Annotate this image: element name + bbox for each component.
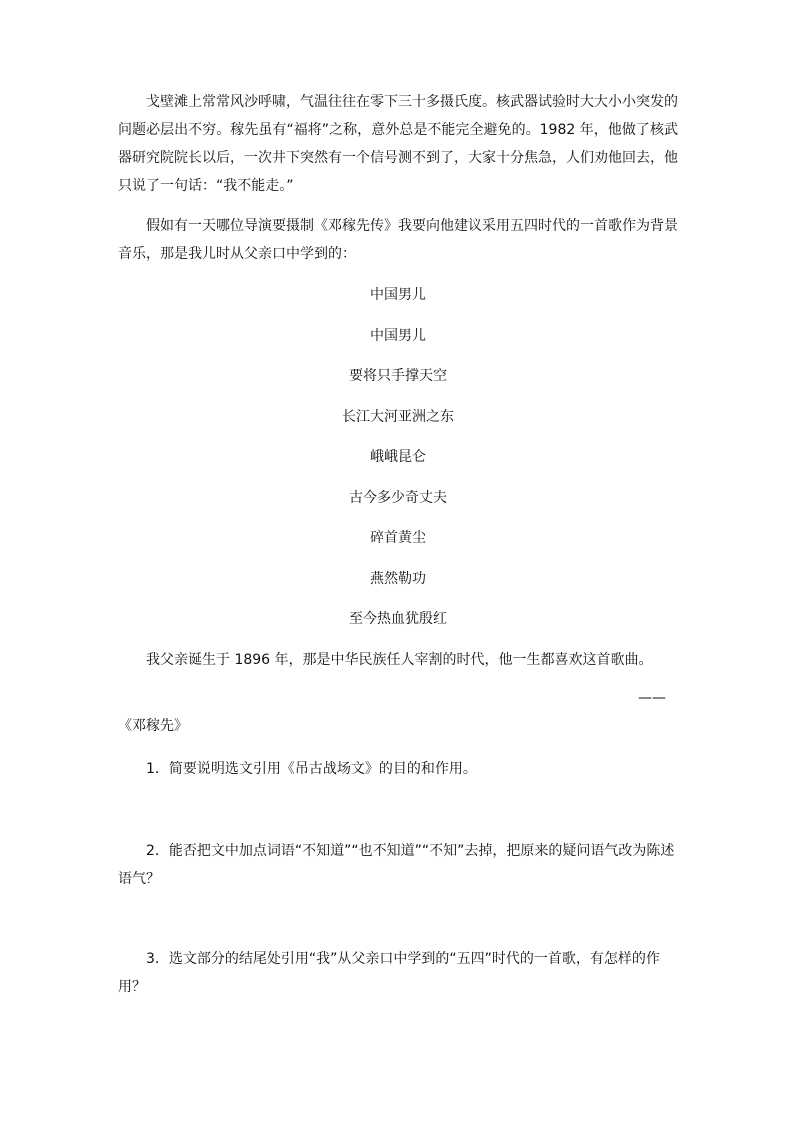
song-line: 要将只手撑天空 — [349, 368, 447, 384]
song-line: 碎首黄尘 — [370, 530, 426, 546]
question-1: 1．简要说明选文引用《吊古战场文》的目的和作用。 — [146, 761, 477, 777]
paragraph-gobi: 戈壁滩上常常风沙呼啸，气温往往在零下三十多摄氏度。核武器试验时大大小小突发的问题必层出不穷。稼先虽有“福将”之称，意外总是不能完全避免的。1982 年，他做了核武器研究院院长以后，一次井下突然有一个信号测不到了，大家十分焦急，人们劝他回去，他只说了一句话：“我不能走。” — [118, 94, 678, 194]
song-line: 中国男儿 — [370, 328, 426, 344]
song-line: 至今热血犹殷红 — [349, 611, 447, 627]
question-3: 3．选文部分的结尾处引用“我”从父亲口中学到的“五四”时代的一首歌，有怎样的作用？ — [118, 951, 660, 995]
paragraph-director: 假如有一天哪位导演要摄制《邓稼先传》我要向他建议采用五四时代的一首歌作为背景音乐，那是我儿时从父亲口中学到的： — [118, 218, 678, 262]
attribution-source: 《邓稼先》 — [118, 718, 188, 734]
paragraph-father: 我父亲诞生于 1896 年，那是中华民族任人宰割的时代，他一生都喜欢这首歌曲。 — [146, 652, 653, 668]
question-2: 2．能否把文中加点词语“不知道”“也不知道”“不知”去掉，把原来的疑问语气改为陈述语气？ — [118, 843, 675, 887]
song-line: 峨峨昆仑 — [370, 449, 426, 465]
song-line: 中国男儿 — [370, 287, 426, 303]
song-line: 燕然勒功 — [370, 571, 426, 587]
song-line: 古今多少奇丈夫 — [349, 490, 447, 506]
attribution-dash: —— — [638, 690, 666, 706]
song-line: 长江大河亚洲之东 — [342, 409, 454, 425]
